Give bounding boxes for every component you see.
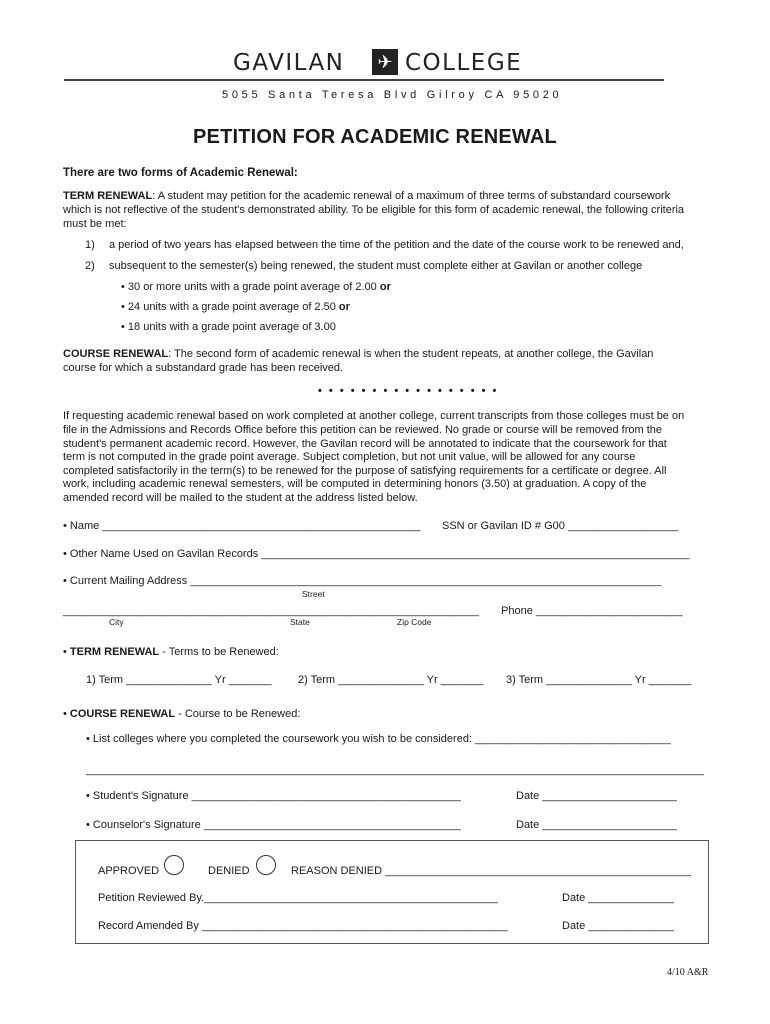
term-renewal-heading: • TERM RENEWAL - Terms to be Renewed:	[63, 646, 279, 658]
paragraph-line-5: completed satisfactorily in the term(s) to be renewed for the purpose of satisfying requirements for a certificate or degree. All	[63, 465, 667, 477]
ssn-field[interactable]: SSN or Gavilan ID # G00 __________________	[442, 520, 679, 532]
paragraph-line-3: student's permanent academic record. However, the Gavilan record will be annotated to indicate that the coursework for that	[63, 438, 667, 450]
gpa-bullet-1: • 30 or more units with a grade point average of 2.00 or	[121, 281, 391, 293]
amended-by-field[interactable]: Record Amended By __________________________________________________	[98, 920, 508, 932]
colleges-field[interactable]: • List colleges where you completed the coursework you wish to be considered: ________________________________	[86, 733, 671, 745]
paragraph-line-1: If requesting academic renewal based on work completed at another college, current transcripts from those colleges must be on	[63, 410, 685, 422]
colleges-field-line-2[interactable]: _____________________________________________________________________________________________________	[86, 764, 704, 776]
term-1-field[interactable]: 1) Term ______________ Yr _______	[86, 674, 272, 686]
paragraph-line-6: work, including academic renewal semesters, will be computed in determining honors (3.50) at graduation. A copy of the	[63, 478, 647, 490]
gpa-bullet-3: • 18 units with a grade point average of 3.00	[121, 321, 336, 333]
term-2-field[interactable]: 2) Term ______________ Yr _______	[298, 674, 484, 686]
term-renewal-heading-bold: TERM RENEWAL	[69, 646, 160, 658]
intro-heading: There are two forms of Academic Renewal:	[63, 167, 298, 179]
term-renewal-text-1: : A student may petition for the academic renewal of a maximum of three terms of substandard coursework	[152, 190, 671, 202]
page-title: PETITION FOR ACADEMIC RENEWAL	[193, 126, 557, 148]
city-caption: City	[109, 617, 124, 627]
criteria-text-1: a period of two years has elapsed between the time of the petition and the date of the course work to be renewed and,	[109, 239, 684, 251]
course-renewal-heading: • COURSE RENEWAL - Course to be Renewed:	[63, 708, 301, 720]
counselor-date-field[interactable]: Date ______________________	[516, 819, 677, 831]
amended-date-field[interactable]: Date ______________	[562, 920, 674, 932]
reviewed-by-field[interactable]: Petition Reviewed By.________________________________________________	[98, 892, 498, 904]
phone-field[interactable]: Phone ________________________	[501, 605, 683, 617]
header-divider	[64, 79, 664, 81]
term-renewal-line-3: must be met:	[63, 218, 127, 230]
college-address: 5055 Santa Teresa Blvd Gilroy CA 95020	[222, 89, 563, 101]
term-renewal-line-2: which is not reflective of the student's demonstrated ability. To be eligible for this form of academic renewal, the following criteria	[63, 204, 685, 216]
gpa-bullet-1-text: 30 or more units with a grade point average of 2.00	[127, 281, 380, 293]
course-renewal-heading-bold: COURSE RENEWAL	[69, 708, 176, 720]
approved-circle[interactable]	[164, 855, 184, 875]
college-logo-icon: ✈	[372, 49, 398, 75]
student-signature-field[interactable]: • Student's Signature ____________________________________________	[86, 790, 461, 802]
street-caption: Street	[302, 589, 325, 599]
course-renewal-text-1: : The second form of academic renewal is when the student repeats, at another college, the Gavilan	[168, 348, 654, 360]
paragraph-line-4: term is not computed in the grade point average. Subject completion, but not unit value, will be allowed for any course	[63, 451, 636, 463]
other-name-field[interactable]: • Other Name Used on Gavilan Records ______________________________________________________________________	[63, 548, 690, 560]
term-renewal-label: TERM RENEWAL	[63, 190, 153, 202]
name-field[interactable]: • Name ____________________________________________________	[63, 520, 421, 532]
reason-denied-field[interactable]: REASON DENIED __________________________________________________	[291, 865, 692, 877]
state-caption: State	[290, 617, 310, 627]
term-3-field[interactable]: 3) Term ______________ Yr _______	[506, 674, 692, 686]
mailing-address-field[interactable]: • Current Mailing Address _____________________________________________________________________________	[63, 575, 662, 587]
paragraph-line-7: amended record will be mailed to the student at the address listed below.	[63, 492, 418, 504]
zip-caption: Zip Code	[397, 617, 432, 627]
approved-label: APPROVED	[98, 865, 160, 877]
counselor-signature-field[interactable]: • Counselor's Signature __________________________________________	[86, 819, 461, 831]
term-renewal-line-1	[63, 190, 670, 202]
course-renewal-line-2: course for which a substandard grade has been received.	[63, 362, 344, 374]
form-revision-code: 4/10 A&R	[667, 967, 709, 978]
criteria-num-1: 1)	[85, 239, 95, 251]
criteria-text-2: subsequent to the semester(s) being renewed, the student must complete either at Gavilan or another college	[109, 260, 643, 272]
city-state-zip-field[interactable]: ____________________________________________________________________	[63, 605, 480, 617]
section-divider-dots: • • • • • • • • • • • • • • • • •	[318, 385, 499, 397]
gpa-bullet-2-text: 24 units with a grade point average of 2.50	[127, 301, 339, 313]
denied-circle[interactable]	[256, 855, 276, 875]
course-renewal-label: COURSE RENEWAL	[63, 348, 169, 360]
course-renewal-heading-rest: - Course to be Renewed:	[175, 708, 301, 720]
course-renewal-line-1	[63, 348, 653, 360]
gpa-bullet-2: • 24 units with a grade point average of 2.50 or	[121, 301, 350, 313]
gpa-bullet-1-or: or	[379, 281, 391, 293]
gpa-bullet-2-or: or	[338, 301, 350, 313]
denied-label: DENIED	[208, 865, 250, 877]
student-date-field[interactable]: Date ______________________	[516, 790, 677, 802]
gpa-bullet-3-text: 18 units with a grade point average of 3.00	[127, 321, 336, 333]
logo-text-college: COLLEGE	[405, 50, 523, 76]
logo-text-gavilan: GAVILAN	[233, 50, 345, 76]
reviewed-date-field[interactable]: Date ______________	[562, 892, 674, 904]
criteria-num-2: 2)	[85, 260, 95, 272]
paragraph-line-2: file in the Admissions and Records Office before this petition can be reviewed. No grade or course will be removed from the	[63, 424, 662, 436]
term-renewal-heading-rest: - Terms to be Renewed:	[159, 646, 279, 658]
